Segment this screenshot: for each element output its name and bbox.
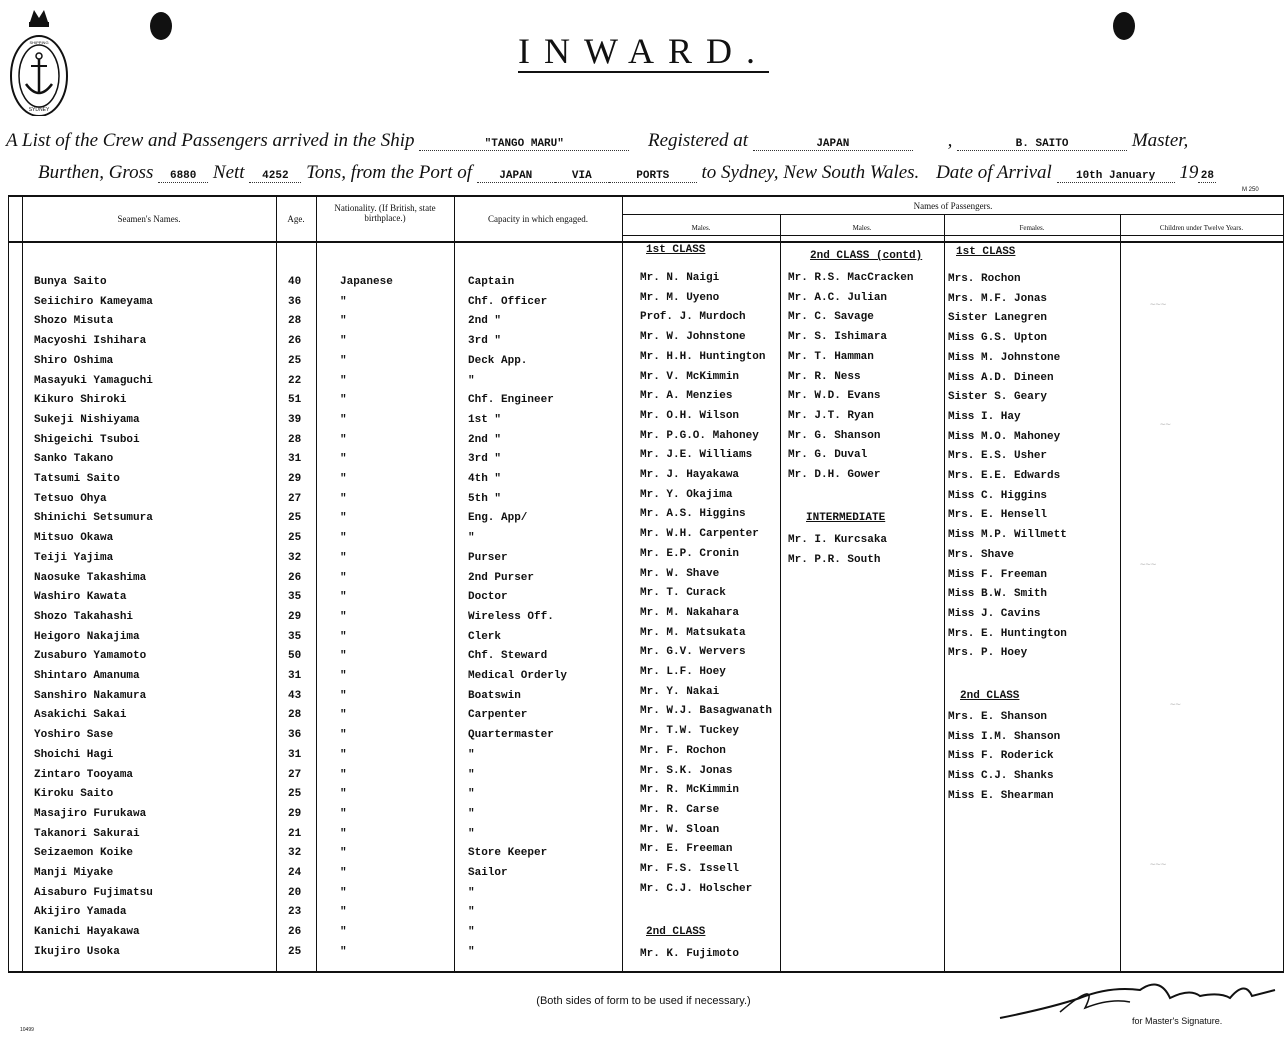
male-passenger: Mr. E. Freeman bbox=[640, 843, 733, 855]
crew-nationality: " bbox=[340, 473, 347, 485]
crew-age: 32 bbox=[288, 552, 302, 564]
crew-capacity: Quartermaster bbox=[468, 729, 554, 741]
crew-nationality: " bbox=[340, 946, 347, 958]
crew-nationality: " bbox=[340, 769, 347, 781]
crew-name: Shintaro Amanuma bbox=[34, 670, 140, 682]
crew-nationality: " bbox=[340, 847, 347, 859]
crew-age: 28 bbox=[288, 315, 302, 327]
bleed-through-mark: ∼∼ bbox=[1170, 700, 1181, 710]
crew-age: 43 bbox=[288, 690, 302, 702]
crew-name: Zusaburo Yamamoto bbox=[34, 650, 147, 662]
crew-name: Heigoro Nakajima bbox=[34, 631, 140, 643]
male-passenger: Mr. W. Johnstone bbox=[640, 331, 746, 343]
crew-nationality: " bbox=[340, 788, 347, 800]
male-passenger: Mr. A.S. Higgins bbox=[640, 508, 746, 520]
crew-name: Masayuki Yamaguchi bbox=[34, 375, 153, 387]
crew-name: Naosuke Takashima bbox=[34, 572, 147, 584]
arrival-date: 10th January bbox=[1057, 170, 1175, 183]
male-passenger: Mr. G.V. Wervers bbox=[640, 646, 746, 658]
crew-age: 50 bbox=[288, 650, 302, 662]
header-males: Males. bbox=[691, 224, 711, 232]
females-class-heading: 1st CLASS bbox=[956, 246, 1016, 258]
col-line-2 bbox=[276, 195, 277, 973]
crew-name: Shozo Misuta bbox=[34, 315, 114, 327]
crew-nationality: " bbox=[340, 591, 347, 603]
crew-capacity: Deck App. bbox=[468, 355, 528, 367]
crew-nationality: " bbox=[340, 867, 347, 879]
crew-name: Akijiro Yamada bbox=[34, 906, 127, 918]
crew-age: 26 bbox=[288, 572, 302, 584]
bleed-through-mark: ∼∼∼ bbox=[1150, 860, 1167, 870]
male-passenger: Mr. N. Naigi bbox=[640, 272, 720, 284]
crew-name: Seiichiro Kameyama bbox=[34, 296, 153, 308]
crew-age: 31 bbox=[288, 670, 302, 682]
crew-age: 28 bbox=[288, 709, 302, 721]
crew-capacity: 3rd " bbox=[468, 453, 502, 465]
male-passenger: Mr. T. Hamman bbox=[788, 351, 874, 363]
crew-name: Zintaro Tooyama bbox=[34, 769, 134, 781]
crew-capacity: Wireless Off. bbox=[468, 611, 554, 623]
crew-capacity: 4th " bbox=[468, 473, 502, 485]
crew-name: Shinichi Setsumura bbox=[34, 512, 153, 524]
female-passenger: Mrs. E. Shanson bbox=[948, 711, 1048, 723]
crew-nationality: " bbox=[340, 749, 347, 761]
male-passenger: Mr. M. Matsukata bbox=[640, 627, 746, 639]
male-passenger: Mr. L.F. Hoey bbox=[640, 666, 726, 678]
svg-text:SHIPPING: SHIPPING bbox=[29, 40, 49, 45]
crew-capacity: Eng. App/ bbox=[468, 512, 528, 524]
male-passenger: Mr. M. Nakahara bbox=[640, 607, 740, 619]
from-port: JAPAN bbox=[477, 170, 555, 183]
crew-capacity: 2nd " bbox=[468, 434, 502, 446]
crew-capacity: Doctor bbox=[468, 591, 508, 603]
crew-capacity: Chf. Engineer bbox=[468, 394, 554, 406]
crew-age: 35 bbox=[288, 631, 302, 643]
male-passenger: Mr. O.H. Wilson bbox=[640, 410, 740, 422]
crew-age: 31 bbox=[288, 749, 302, 761]
crew-capacity: " bbox=[468, 926, 475, 938]
crew-name: Asakichi Sakai bbox=[34, 709, 127, 721]
female-passenger: Mrs. E. Huntington bbox=[948, 628, 1067, 640]
crew-age: 25 bbox=[288, 512, 302, 524]
males-class-heading: 2nd CLASS bbox=[646, 926, 706, 938]
male-passenger: Mr. F.S. Issell bbox=[640, 863, 740, 875]
female-passenger: Miss C.J. Shanks bbox=[948, 770, 1054, 782]
male-passenger: Mr. R. Carse bbox=[640, 804, 720, 816]
crew-name: Masajiro Furukawa bbox=[34, 808, 147, 820]
crew-nationality: " bbox=[340, 512, 347, 524]
crew-nationality: Japanese bbox=[340, 276, 393, 288]
female-passenger: Sister Lanegren bbox=[948, 312, 1048, 324]
crew-nationality: " bbox=[340, 414, 347, 426]
crew-capacity: Carpenter bbox=[468, 709, 528, 721]
col-line-7 bbox=[944, 214, 945, 973]
male-passenger: Mr. R. Ness bbox=[788, 371, 861, 383]
form-title: INWARD. bbox=[518, 31, 769, 71]
male-passenger: Mr. W. Sloan bbox=[640, 824, 720, 836]
crew-capacity: Chf. Officer bbox=[468, 296, 548, 308]
female-passenger: Miss E. Shearman bbox=[948, 790, 1054, 802]
male-passenger: Mr. E.P. Cronin bbox=[640, 548, 740, 560]
female-passenger: Miss J. Cavins bbox=[948, 608, 1041, 620]
male-passenger: Mr. W.D. Evans bbox=[788, 390, 881, 402]
crew-nationality: " bbox=[340, 493, 347, 505]
crew-nationality: " bbox=[340, 375, 347, 387]
male-passenger: Mr. V. McKimmin bbox=[640, 371, 740, 383]
male-passenger: Mr. G. Shanson bbox=[788, 430, 881, 442]
crew-nationality: " bbox=[340, 650, 347, 662]
crew-capacity: " bbox=[468, 769, 475, 781]
registered-port: JAPAN bbox=[753, 138, 913, 151]
female-passenger: Mrs. Shave bbox=[948, 549, 1015, 561]
male-passenger: Mr. T. Curack bbox=[640, 587, 726, 599]
crew-age: 36 bbox=[288, 729, 302, 741]
col-line-6 bbox=[780, 214, 781, 973]
crew-nationality: " bbox=[340, 315, 347, 327]
header-age: Age. bbox=[287, 214, 305, 224]
table-top-rule bbox=[8, 195, 1284, 197]
males-class-heading: 2nd CLASS (contd) bbox=[810, 250, 923, 262]
crew-capacity: " bbox=[468, 828, 475, 840]
crew-age: 29 bbox=[288, 611, 302, 623]
female-passenger: Mrs. E.S. Usher bbox=[948, 450, 1048, 462]
female-passenger: Miss F. Roderick bbox=[948, 750, 1054, 762]
male-passenger: Mr. S.K. Jonas bbox=[640, 765, 733, 777]
burthen-line: Burthen, Gross 6880 Nett 4252 Tons, from the Port of JAPAN VIA PORTS to Sydney, New South Wales. Date of Arrival 10th January 19 28 bbox=[38, 162, 1216, 184]
sub-header-rule bbox=[622, 235, 1284, 236]
crew-capacity: " bbox=[468, 749, 475, 761]
female-passenger: Miss A.D. Dineen bbox=[948, 372, 1054, 384]
crew-capacity: 2nd Purser bbox=[468, 572, 535, 584]
crew-name: Tetsuo Ohya bbox=[34, 493, 107, 505]
male-passenger: Mr. Y. Nakai bbox=[640, 686, 720, 698]
crew-capacity: Store Keeper bbox=[468, 847, 548, 859]
arrival-year: 28 bbox=[1198, 170, 1216, 183]
crew-name: Ikujiro Usoka bbox=[34, 946, 120, 958]
males-class-heading: 1st CLASS bbox=[646, 244, 706, 256]
intermediate-heading: INTERMEDIATE bbox=[806, 512, 886, 524]
female-passenger: Mrs. E. Hensell bbox=[948, 509, 1048, 521]
male-passenger: Mr. A.C. Julian bbox=[788, 292, 888, 304]
female-passenger: Mrs. M.F. Jonas bbox=[948, 293, 1048, 305]
male-passenger: Mr. R. McKimmin bbox=[640, 784, 740, 796]
crew-nationality: " bbox=[340, 906, 347, 918]
male-passenger: Mr. A. Menzies bbox=[640, 390, 733, 402]
bleed-through-mark: ∼∼∼ bbox=[1140, 560, 1157, 570]
crew-capacity: 5th " bbox=[468, 493, 502, 505]
crew-name: Takanori Sakurai bbox=[34, 828, 140, 840]
crew-age: 25 bbox=[288, 532, 302, 544]
bleed-through-mark: ∼∼∼ bbox=[1150, 300, 1167, 310]
master-name: B. SAITO bbox=[957, 138, 1127, 151]
crew-age: 25 bbox=[288, 355, 302, 367]
crew-name: Bunya Saito bbox=[34, 276, 107, 288]
crew-age: 35 bbox=[288, 591, 302, 603]
male-passenger: Mr. J. Hayakawa bbox=[640, 469, 740, 481]
female-passenger: Miss G.S. Upton bbox=[948, 332, 1048, 344]
nett-tons: 4252 bbox=[249, 170, 301, 183]
header-seamen: Seamen's Names. bbox=[117, 214, 181, 224]
crew-nationality: " bbox=[340, 611, 347, 623]
col-line-8 bbox=[1120, 214, 1121, 973]
col-line-1 bbox=[22, 195, 23, 973]
header-bottom-rule bbox=[8, 241, 1284, 243]
male-passenger: Mr. J.E. Williams bbox=[640, 449, 753, 461]
female-passenger: Miss M.P. Willmett bbox=[948, 529, 1067, 541]
crew-age: 25 bbox=[288, 788, 302, 800]
female-passenger: Miss F. Freeman bbox=[948, 569, 1048, 581]
signature-caption: for Master's Signature. bbox=[1132, 1016, 1223, 1026]
crew-capacity: Sailor bbox=[468, 867, 508, 879]
crew-age: 23 bbox=[288, 906, 302, 918]
crew-name: Washiro Kawata bbox=[34, 591, 127, 603]
crew-nationality: " bbox=[340, 552, 347, 564]
crew-name: Mitsuo Okawa bbox=[34, 532, 114, 544]
crew-nationality: " bbox=[340, 434, 347, 446]
crew-name: Tatsumi Saito bbox=[34, 473, 120, 485]
crew-age: 21 bbox=[288, 828, 302, 840]
crew-name: Yoshiro Sase bbox=[34, 729, 114, 741]
crew-capacity: " bbox=[468, 788, 475, 800]
crew-age: 28 bbox=[288, 434, 302, 446]
crew-capacity: Clerk bbox=[468, 631, 502, 643]
crew-capacity: " bbox=[468, 946, 475, 958]
male-passenger: Mr. P.R. South bbox=[788, 554, 881, 566]
male-passenger: Mr. C.J. Holscher bbox=[640, 883, 753, 895]
crew-nationality: " bbox=[340, 572, 347, 584]
crew-capacity: 1st " bbox=[468, 414, 502, 426]
crew-nationality: " bbox=[340, 709, 347, 721]
header-nationality: Nationality. (If British, state birthplace.) bbox=[334, 203, 436, 223]
male-passenger: Mr. J.T. Ryan bbox=[788, 410, 874, 422]
crew-age: 31 bbox=[288, 453, 302, 465]
bleed-through-mark: ∼∼ bbox=[1160, 420, 1171, 430]
crew-nationality: " bbox=[340, 729, 347, 741]
crew-name: Shigeichi Tsuboi bbox=[34, 434, 140, 446]
sheet-number: 10499 bbox=[20, 1027, 34, 1033]
male-passenger: Mr. T.W. Tuckey bbox=[640, 725, 740, 737]
crew-name: Teiji Yajima bbox=[34, 552, 114, 564]
male-passenger: Mr. C. Savage bbox=[788, 311, 874, 323]
male-passenger: Mr. I. Kurcsaka bbox=[788, 534, 888, 546]
crew-name: Kikuro Shiroki bbox=[34, 394, 127, 406]
col-line-right bbox=[1283, 195, 1284, 973]
col-line-5 bbox=[622, 195, 623, 973]
male-passenger: Mr. W. Shave bbox=[640, 568, 720, 580]
crew-age: 29 bbox=[288, 473, 302, 485]
col-line-left bbox=[8, 195, 9, 973]
header-capacity: Capacity in which engaged. bbox=[488, 214, 588, 224]
crew-nationality: " bbox=[340, 808, 347, 820]
crew-nationality: " bbox=[340, 394, 347, 406]
female-passenger: Miss I. Hay bbox=[948, 411, 1021, 423]
male-passenger: Mr. S. Ishimara bbox=[788, 331, 888, 343]
ship-line: A List of the Crew and Passengers arrived in the Ship "TANGO MARU" Registered at JAPAN , B. SAITO Master, bbox=[6, 130, 1189, 151]
crew-capacity: " bbox=[468, 532, 475, 544]
crew-nationality: " bbox=[340, 355, 347, 367]
col-line-4 bbox=[454, 195, 455, 973]
female-passenger: Miss C. Higgins bbox=[948, 490, 1048, 502]
crew-age: 27 bbox=[288, 493, 302, 505]
crew-nationality: " bbox=[340, 335, 347, 347]
crew-nationality: " bbox=[340, 532, 347, 544]
male-passenger: Mr. W.H. Carpenter bbox=[640, 528, 759, 540]
crew-capacity: " bbox=[468, 808, 475, 820]
female-passenger: Miss B.W. Smith bbox=[948, 588, 1048, 600]
crew-name: Sanko Takano bbox=[34, 453, 114, 465]
header-males-2: Males. bbox=[852, 224, 872, 232]
crew-age: 26 bbox=[288, 335, 302, 347]
crew-name: Kiroku Saito bbox=[34, 788, 114, 800]
crew-nationality: " bbox=[340, 926, 347, 938]
crew-capacity: " bbox=[468, 887, 475, 899]
male-passenger: Mr. F. Rochon bbox=[640, 745, 726, 757]
crew-name: Shozo Takahashi bbox=[34, 611, 134, 623]
male-passenger: Prof. J. Murdoch bbox=[640, 311, 746, 323]
male-passenger: Mr. H.H. Huntington bbox=[640, 351, 766, 363]
females-class-heading: 2nd CLASS bbox=[960, 690, 1020, 702]
gross-tons: 6880 bbox=[158, 170, 208, 183]
crew-age: 40 bbox=[288, 276, 302, 288]
crew-age: 27 bbox=[288, 769, 302, 781]
female-passenger: Mrs. P. Hoey bbox=[948, 647, 1028, 659]
crew-name: Manji Miyake bbox=[34, 867, 114, 879]
crew-nationality: " bbox=[340, 690, 347, 702]
crew-age: 24 bbox=[288, 867, 302, 879]
female-passenger: Mrs. Rochon bbox=[948, 273, 1021, 285]
male-passenger: Mr. G. Duval bbox=[788, 449, 868, 461]
col-line-3 bbox=[316, 195, 317, 973]
crew-nationality: " bbox=[340, 828, 347, 840]
male-passenger: Mr. P.G.O. Mahoney bbox=[640, 430, 759, 442]
male-passenger: Mr. K. Fujimoto bbox=[640, 948, 740, 960]
crew-name: Sukeji Nishiyama bbox=[34, 414, 140, 426]
female-passenger: Mrs. E.E. Edwards bbox=[948, 470, 1061, 482]
crew-nationality: " bbox=[340, 296, 347, 308]
crew-capacity: 2nd " bbox=[468, 315, 502, 327]
crew-nationality: " bbox=[340, 670, 347, 682]
form-number: M 250 bbox=[1242, 187, 1259, 193]
crew-capacity: " bbox=[468, 906, 475, 918]
male-passenger: Mr. M. Uyeno bbox=[640, 292, 720, 304]
female-passenger: Miss M.O. Mahoney bbox=[948, 431, 1061, 443]
crew-nationality: " bbox=[340, 453, 347, 465]
crew-age: 25 bbox=[288, 946, 302, 958]
crew-capacity: Chf. Steward bbox=[468, 650, 548, 662]
footer-note: (Both sides of form to be used if necessary.) bbox=[536, 995, 751, 1007]
crew-age: 51 bbox=[288, 394, 302, 406]
crew-nationality: " bbox=[340, 631, 347, 643]
crew-name: Macyoshi Ishihara bbox=[34, 335, 147, 347]
crew-capacity: Boatswin bbox=[468, 690, 521, 702]
male-passenger: Mr. W.J. Basagwanath bbox=[640, 705, 773, 717]
male-passenger: Mr. D.H. Gower bbox=[788, 469, 881, 481]
crew-capacity: Purser bbox=[468, 552, 508, 564]
crew-capacity: " bbox=[468, 375, 475, 387]
crew-age: 39 bbox=[288, 414, 302, 426]
female-passenger: Sister S. Geary bbox=[948, 391, 1048, 403]
ship-name: "TANGO MARU" bbox=[419, 138, 629, 151]
header-children: Children under Twelve Years. bbox=[1159, 224, 1244, 232]
crew-name: Shiro Oshima bbox=[34, 355, 114, 367]
crew-age: 26 bbox=[288, 926, 302, 938]
crew-age: 29 bbox=[288, 808, 302, 820]
crew-age: 20 bbox=[288, 887, 302, 899]
crew-capacity: Captain bbox=[468, 276, 515, 288]
crew-age: 22 bbox=[288, 375, 302, 387]
crew-name: Seizaemon Koike bbox=[34, 847, 134, 859]
male-passenger: Mr. Y. Okajima bbox=[640, 489, 733, 501]
crew-name: Aisaburo Fujimatsu bbox=[34, 887, 153, 899]
passengers-header-rule bbox=[622, 214, 1284, 215]
crew-name: Sanshiro Nakamura bbox=[34, 690, 147, 702]
crew-name: Kanichi Hayakawa bbox=[34, 926, 140, 938]
svg-text:SYDNEY: SYDNEY bbox=[28, 107, 50, 113]
crew-age: 32 bbox=[288, 847, 302, 859]
header-passengers: Names of Passengers. bbox=[913, 201, 993, 211]
crew-capacity: Medical Orderly bbox=[468, 670, 568, 682]
male-passenger: Mr. R.S. MacCracken bbox=[788, 272, 914, 284]
crew-capacity: 3rd " bbox=[468, 335, 502, 347]
crew-name: Shoichi Hagi bbox=[34, 749, 114, 761]
female-passenger: Miss M. Johnstone bbox=[948, 352, 1061, 364]
crew-nationality: " bbox=[340, 887, 347, 899]
female-passenger: Miss I.M. Shanson bbox=[948, 731, 1061, 743]
crew-age: 36 bbox=[288, 296, 302, 308]
header-females: Females. bbox=[1019, 224, 1045, 232]
